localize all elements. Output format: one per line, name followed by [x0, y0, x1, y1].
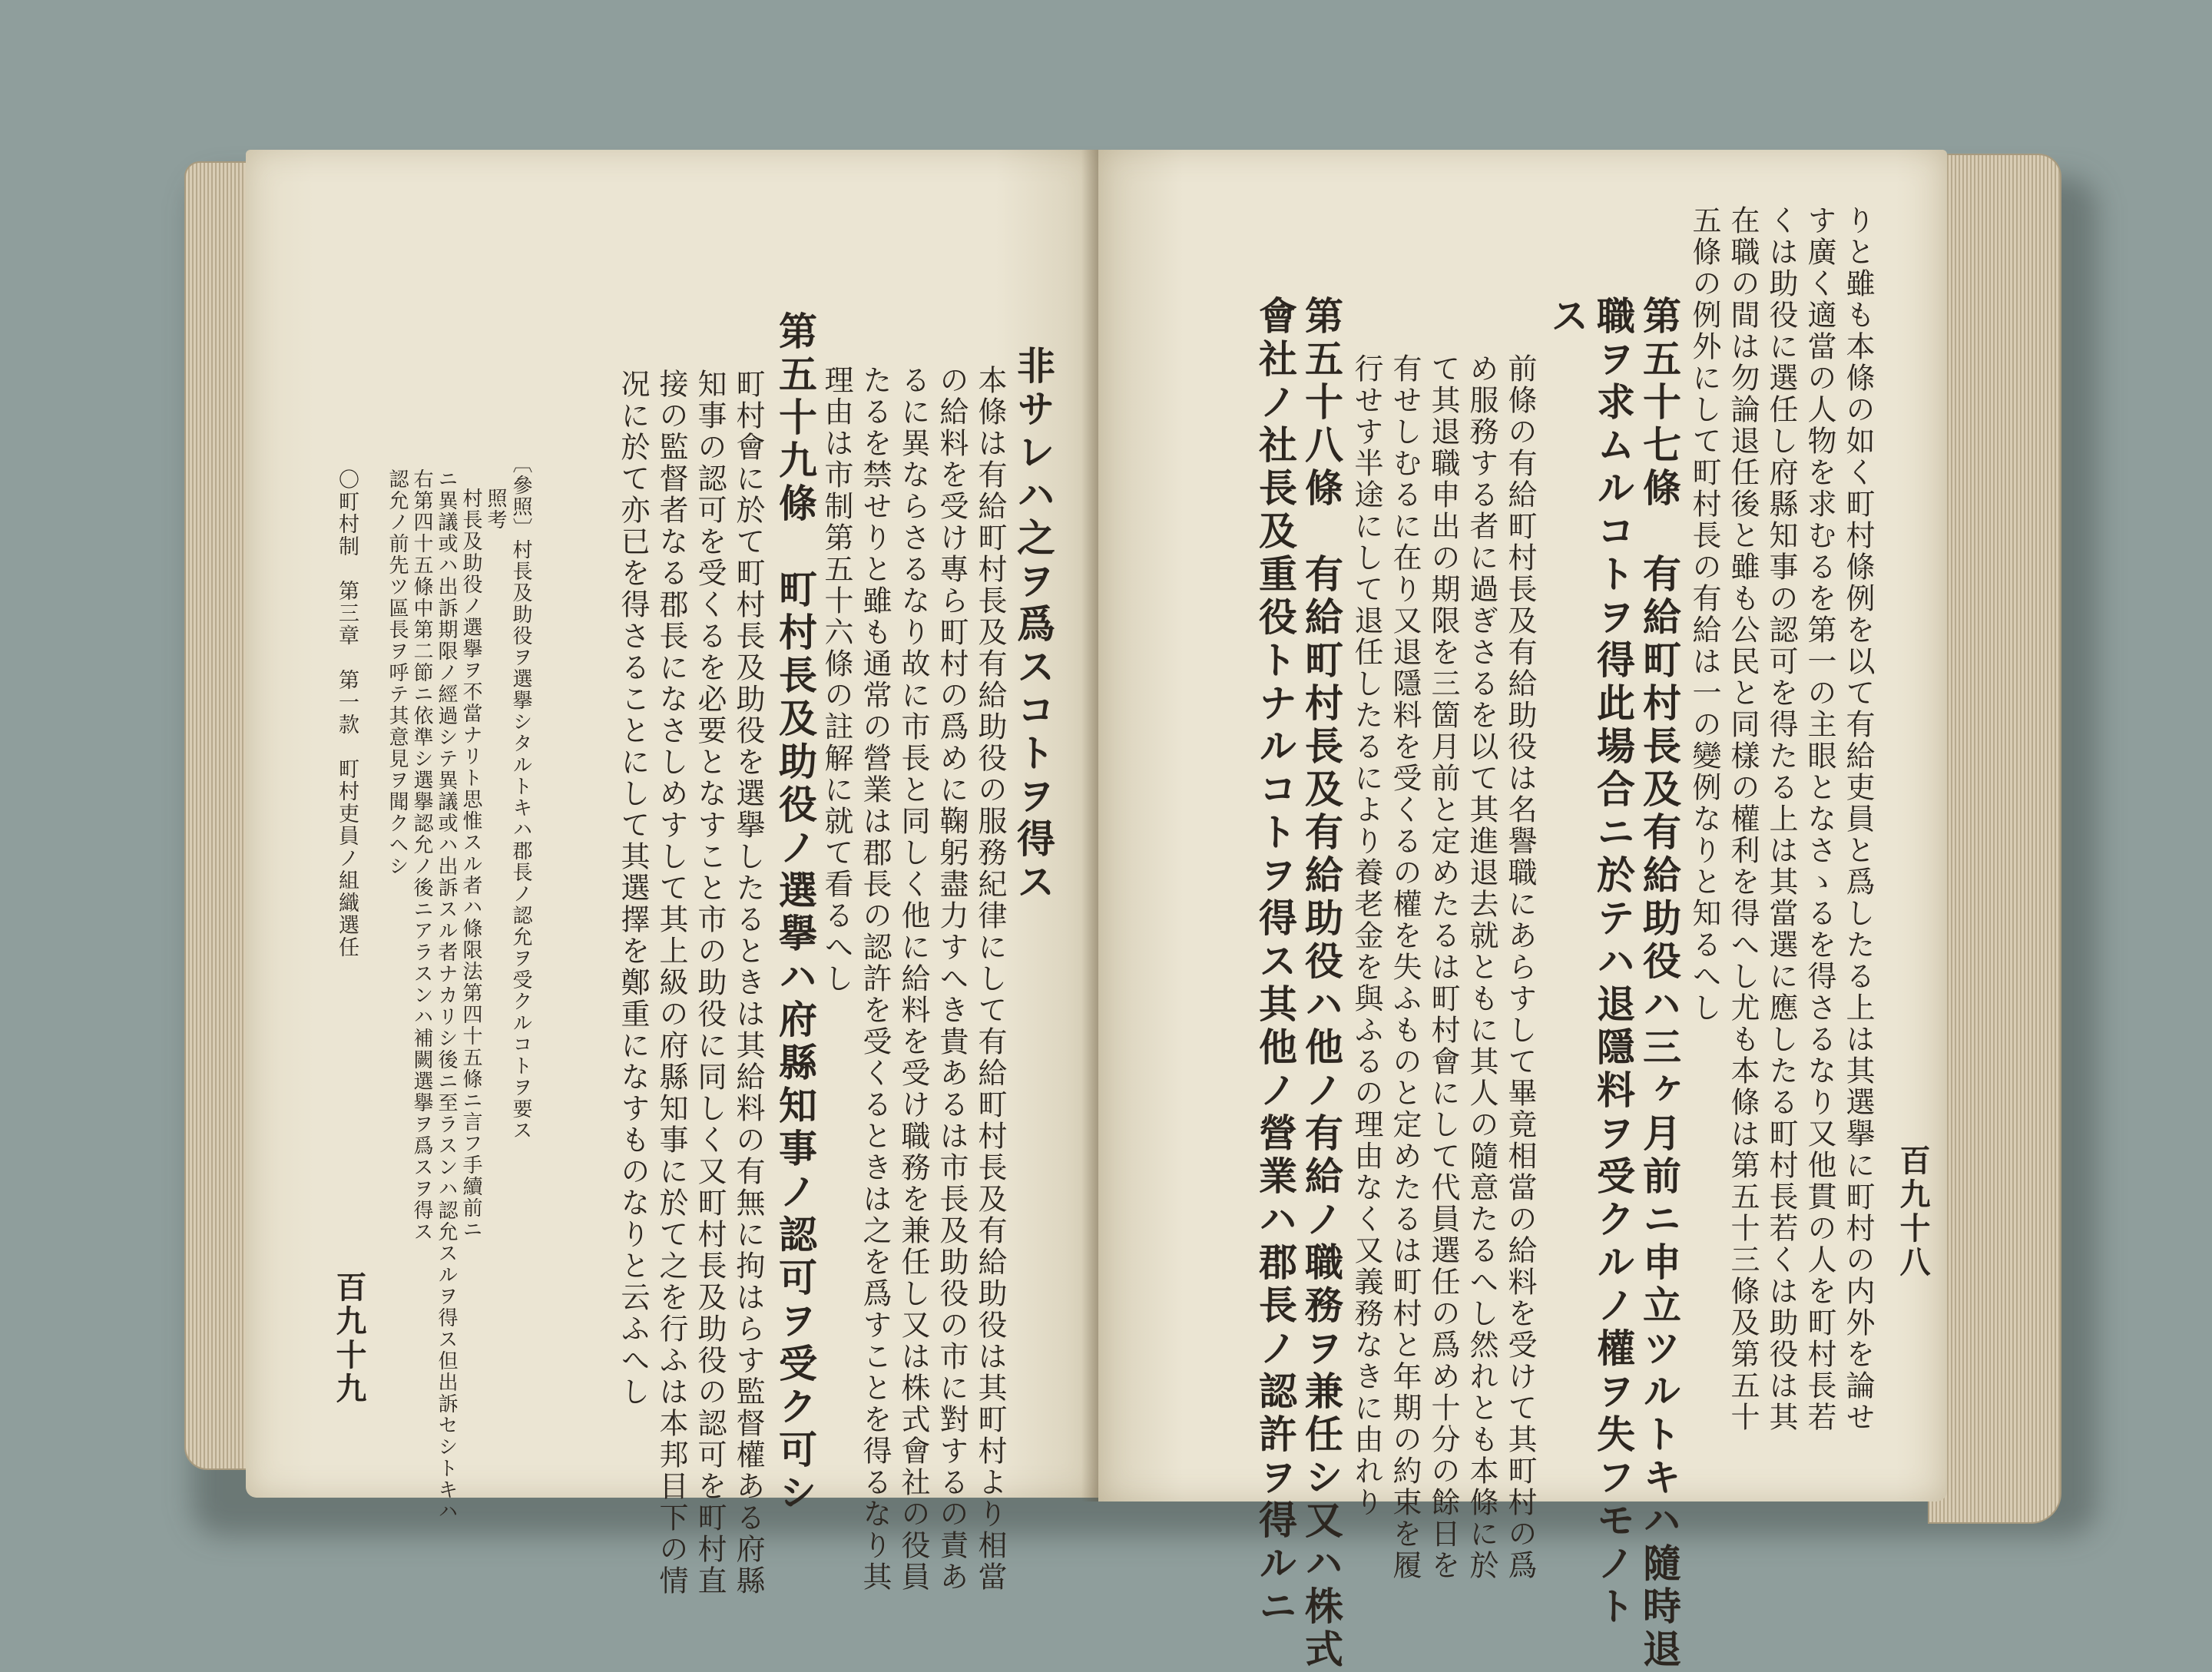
right-col-11: て其退職申出の期限を三箇月前と定めたるは町村會にして代員選任の爲め十分の餘日を — [1426, 353, 1460, 1581]
right-col-7: 職ヲ求ムルコトヲ得此場合ニ於テハ退隱料ヲ受クルノ權ヲ失フモノト — [1591, 296, 1636, 1629]
left-page — [246, 150, 1098, 1597]
right-col-15: 會社ノ社長及重役トナルコトヲ得ス其他ノ營業ハ郡長ノ認許ヲ得ルニ — [1253, 296, 1298, 1629]
right-page — [1098, 150, 1947, 1672]
left-col-4: るに異ならさるなり故に市長と同しく他に給料を受け職務を兼任し又は株式會社の役員 — [896, 365, 930, 1593]
right-col-2: す廣く適當の人物を求むるを第一の主眼となさゝるを得さるなり又他貫の人を町村長若 — [1803, 205, 1836, 1433]
left-col-3: の給料を受け專ら町村の爲めに鞠躬盡力すへき貴あるは市長及助役の市に對するの責あ — [935, 365, 969, 1593]
right-col-13: 行せす半途にして退任したるにより養老金を與ふるの理由なく又義務なきに由れり — [1349, 353, 1383, 1518]
left-ref-5: 右第四十五條中第二節ニ依準シ選擧認允ノ後ニアラスンハ補闕選擧ヲ爲スヲ得ス — [410, 468, 433, 1243]
left-col-1: 非サレハ之ヲ爲スコトヲ得ス — [1011, 346, 1056, 905]
left-ref-3: 村長及助役ノ選擧ヲ不當ナリト思惟スル者ハ條限法第四十五條ニ言フ手續前ニ — [459, 488, 482, 1240]
left-col-8: 町村會に於て町村長及助役を選擧したるときは其給料の有無に拘はらす監督權ある府縣 — [731, 369, 765, 1597]
left-col-11: 况に於て亦已を得さることにして其選擇を鄭重になすものなりと云ふへし — [616, 369, 650, 1408]
right-col-1: りと雖も本條の如く町村條例を以て有給吏員と爲したる上は其選擧に町村の内外を論せ — [1841, 205, 1875, 1433]
left-ref-6: 認允ノ前先ツ區長ヲ呼テ其意見ヲ聞クヘシ — [386, 468, 409, 877]
right-col-8: ス — [1545, 296, 1590, 339]
right-page-edges — [1928, 154, 2061, 1524]
left-ref-4: ニ異議或ハ出訴期限ノ經過シテ異議或ハ出訴スル者ナカリシ後ニ至ラスンハ認允スルヲ得ス但出訴セシトキハ — [435, 468, 458, 1522]
left-col-2: 本條は有給町村長及有給助役の服務紀律にして有給町村長及有給助役は其町村より相當 — [973, 365, 1007, 1593]
right-col-5: 五條の例外にして町村長の有給は一の變例なりと知るへし — [1687, 205, 1721, 1024]
left-col-10: 接の監督者なる郡長になさしめすして其上級の府縣知事に於て之を行ふは本邦目下の情 — [654, 369, 688, 1597]
right-col-article-57: 第五十七條 有給町村長及有給助役ハ三ヶ月前ニ申立ツルトキハ隨時退 — [1637, 296, 1682, 1672]
left-col-6: 理由は市制第五十六條の註解に就て看るへし — [820, 365, 853, 995]
right-col-3: くは助役に選任し府縣知事の認可を得たる上は其當選に應したる町村長若くは助役は其 — [1764, 205, 1798, 1433]
right-col-12: 有せしむるに在り又退隱料を受くるの權を失ふものと定めたるは町村と年期の約束を履 — [1388, 353, 1422, 1581]
right-col-9: 前條の有給町村長及有給助役は名譽職にあらすして畢竟相當の給料を受けて其町村の爲 — [1503, 353, 1537, 1581]
right-col-10: め服務する者に過ぎさるを以て其進退去就ともに其人の隨意たるへし然れとも本條に於 — [1465, 353, 1498, 1581]
left-col-5: たるを禁せりと雖も通常の營業は郡長の認許を受くるときは之を爲すことを得るなり其 — [858, 365, 892, 1593]
left-ref-2: 照考 — [484, 488, 507, 531]
right-col-4: 在職の間は勿論退任後と雖も公民と同樣の權利を得へし尤も本條は第五十三條及第五十 — [1726, 205, 1760, 1433]
left-col-9: 知事の認可を受くるを必要となすこと市の助役に同しく又町村長及助役の認可を町村直 — [693, 369, 727, 1597]
left-page-number: 百九十九 — [331, 1271, 367, 1406]
left-ref-1: 〔參照〕村長及助役ヲ選擧シタルトキハ郡長ノ認允ヲ受クルコトヲ要ス — [509, 453, 532, 1141]
right-col-article-58: 第五十八條 有給町村長及有給助役ハ他ノ有給ノ職務ヲ兼任シ又ハ株式 — [1299, 296, 1344, 1672]
left-footer: 〇町村制 第三章 第一款 町村吏員ノ組織選任 — [335, 468, 359, 959]
left-col-article-59: 第五十九條 町村長及助役ノ選擧ハ府縣知事ノ認可ヲ受ク可シ — [773, 311, 818, 1515]
right-page-number: 百九十八 — [1895, 1144, 1931, 1280]
